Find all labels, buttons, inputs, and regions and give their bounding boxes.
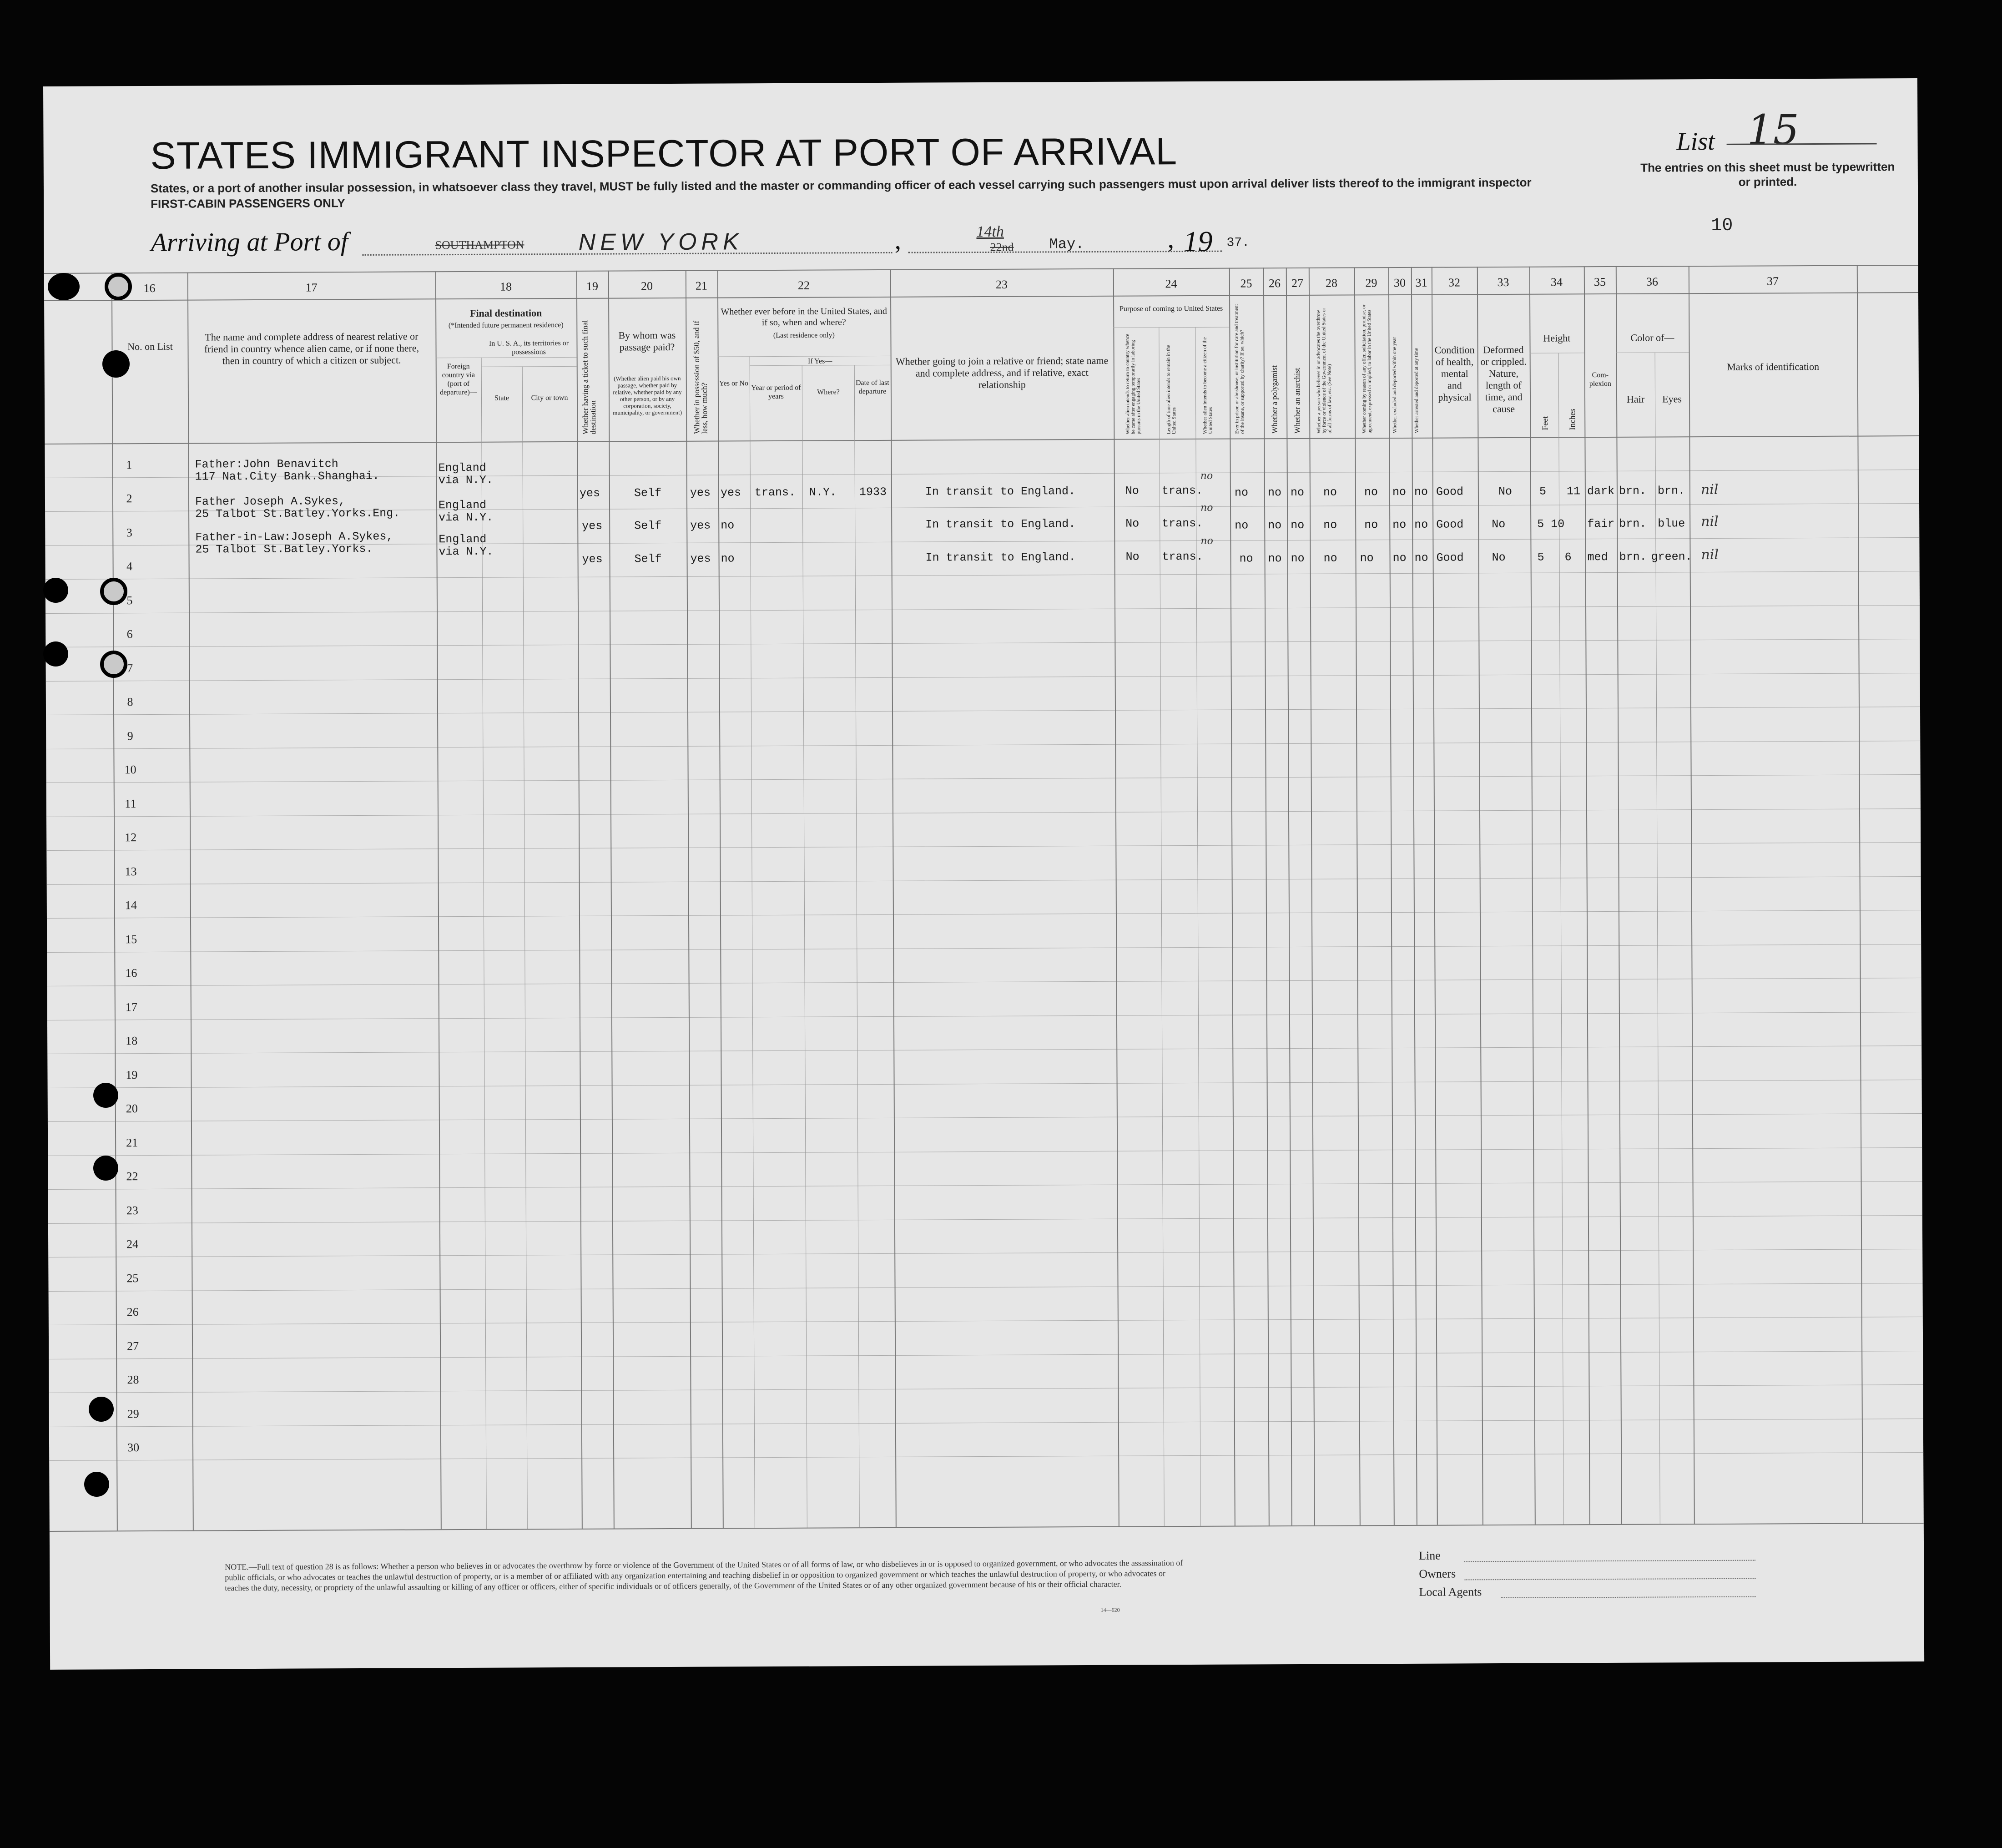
arrested: no <box>1414 551 1428 565</box>
row-number: 21 <box>126 1136 138 1150</box>
colnum-27: 27 <box>1291 276 1303 290</box>
col-line <box>717 270 724 1528</box>
colnum-17: 17 <box>305 281 318 294</box>
port-struck: SOUTHAMPTON <box>435 238 524 252</box>
row-rule <box>49 1384 1923 1393</box>
header-state: State <box>494 394 509 402</box>
row-rule <box>48 1215 1922 1224</box>
colnum-26: 26 <box>1268 277 1281 290</box>
colnum-24: 24 <box>1165 277 1177 291</box>
row-number: 15 <box>125 933 137 946</box>
row-number: 30 <box>127 1441 140 1454</box>
colnum-18: 18 <box>499 280 512 293</box>
row-rule <box>45 605 1920 614</box>
header-prison: Ever in prison or almshouse, or institution for care and treatment of the insane, or supported by charity? If so, which? <box>1234 304 1246 434</box>
row-rule <box>47 876 1921 885</box>
colnum-36: 36 <box>1646 275 1658 288</box>
header-marks: Marks of identification <box>1727 360 1820 373</box>
header-paid-by: By whom was passage paid? <box>618 329 676 353</box>
colnum-21: 21 <box>695 279 707 293</box>
before-in-us: no <box>721 519 735 532</box>
row-number: 1 <box>126 458 132 472</box>
row-number: 24 <box>126 1237 139 1251</box>
header-purpose-citizen: Whether alien intends to become a citizen of the United States <box>1202 337 1214 434</box>
punch-hole <box>84 1472 109 1497</box>
deformed: No <box>1492 550 1506 565</box>
header-departure: Date of last departure <box>855 379 889 396</box>
paid-by: Self <box>634 519 662 533</box>
row-rule <box>49 1317 1923 1325</box>
list-label: List <box>1676 127 1715 156</box>
header-polygamist: Whether a polygamist <box>1270 365 1279 434</box>
eyes: blue <box>1658 517 1685 530</box>
row-rule <box>46 842 1921 851</box>
header-offer: Whether coming by reason of any offer, solicitation, promise, or agreement, expressed or implied, to labor in the United States <box>1361 304 1373 434</box>
purpose-return: No <box>1125 550 1140 564</box>
header-deformed: Deformed or crippled. Nature, length of time, and cause <box>1480 343 1527 415</box>
row-number: 2 <box>126 492 132 505</box>
row-rule <box>49 1452 1923 1461</box>
colnum-20: 20 <box>640 279 653 293</box>
where: N.Y. <box>809 485 837 499</box>
country-line1: England <box>438 461 486 475</box>
polygamist: no <box>1267 486 1281 500</box>
header-arrested: Whether arrested and deported at any time <box>1413 348 1420 433</box>
row-number: 19 <box>126 1068 138 1082</box>
before-in-us: no <box>721 552 735 566</box>
complexion: med <box>1587 550 1608 564</box>
col-line <box>1263 268 1270 1525</box>
header-joining: Whether going to join a relative or friend; state name and complete address, and if relative, exact relationship <box>895 354 1109 391</box>
month-value: May. <box>1049 236 1084 253</box>
polygamist: no <box>1268 552 1282 566</box>
money: yes <box>690 552 711 566</box>
country-line1: England <box>439 532 487 546</box>
header-height: Height <box>1543 332 1571 344</box>
row-number: 29 <box>127 1407 139 1421</box>
paid-by: Self <box>634 486 661 500</box>
row-rule <box>48 1113 1922 1122</box>
row-number: 5 <box>126 594 133 607</box>
row-rule <box>47 944 1921 953</box>
header-complexion: Com-plexion <box>1589 371 1611 388</box>
row-number: 25 <box>126 1272 139 1285</box>
punch-hole <box>48 273 80 300</box>
header-hair: Hair <box>1626 393 1645 405</box>
list-number: 15 <box>1747 106 1800 154</box>
row-rule <box>48 1147 1922 1156</box>
col-line <box>1411 267 1420 1525</box>
col-line <box>1857 265 1863 1523</box>
before-in-us: yes <box>720 486 741 500</box>
ticket: yes <box>579 486 600 500</box>
form-subtitle: States, or a port of another insular possession, in whatsoever class they travel, MUST be fully listed and the master or commanding officer of each vessel carrying such passengers must upon arrival deliver lists thereof to the immigrant inspector <box>150 175 1532 195</box>
row-rule <box>49 1419 1923 1427</box>
row-number: 23 <box>126 1204 138 1217</box>
row-rule <box>46 741 1920 749</box>
prison: no <box>1235 519 1249 532</box>
class-line: FIRST-CABIN PASSENGERS ONLY <box>151 196 345 211</box>
arrested: no <box>1414 485 1428 499</box>
row-rule <box>48 1249 1922 1257</box>
header-health: Condition of health, mental and physical <box>1434 344 1475 403</box>
header-feet: Feet <box>1540 416 1550 430</box>
colnum-32: 32 <box>1448 276 1460 289</box>
arrested: no <box>1414 518 1428 531</box>
row-rule <box>47 910 1921 919</box>
punch-hole <box>100 578 127 605</box>
money: yes <box>690 486 711 500</box>
row-rule <box>48 1181 1922 1190</box>
polygamist: no <box>1268 519 1282 532</box>
header-yes-no: Yes or No <box>719 379 748 388</box>
colnum-23: 23 <box>995 278 1008 291</box>
header-no-on-list: No. on List <box>127 340 173 353</box>
overthrow: no <box>1323 551 1337 565</box>
excluded: no <box>1392 518 1407 532</box>
row-number: 12 <box>125 831 137 844</box>
col-line <box>802 365 807 1528</box>
list-underline <box>1727 143 1877 145</box>
punch-hole <box>43 641 68 666</box>
col-line <box>1229 268 1235 1526</box>
row-number: 13 <box>125 865 137 879</box>
prison: no <box>1234 486 1249 500</box>
form-title: STATES IMMIGRANT INSPECTOR AT PORT OF ARRIVAL <box>150 130 1178 177</box>
row-rule <box>45 571 1920 580</box>
country-line2: via N.Y. <box>438 473 493 487</box>
header-if-yes: If Yes— <box>807 357 832 365</box>
offer: no <box>1364 518 1378 532</box>
punch-hole <box>105 273 132 300</box>
row-rule <box>45 639 1920 647</box>
sub-rule <box>1113 327 1229 328</box>
colnum-31: 31 <box>1415 276 1427 289</box>
col-line <box>435 271 442 1529</box>
row-number: 3 <box>126 526 132 540</box>
offer: no <box>1360 551 1374 565</box>
row-rule <box>47 978 1921 986</box>
row-number: 20 <box>126 1102 138 1116</box>
colnum-28: 28 <box>1325 276 1337 290</box>
period: trans. <box>754 485 796 500</box>
departure: 1933 <box>859 485 887 499</box>
colnum-37: 37 <box>1766 274 1779 288</box>
agents-field[interactable] <box>1501 1596 1756 1598</box>
hair: brn. <box>1619 517 1647 530</box>
agents-label: Local Agents <box>1419 1585 1482 1599</box>
purpose-return: No <box>1125 484 1139 498</box>
relative-line2: 25 Talbot St.Batley.Yorks.Eng. <box>195 506 400 521</box>
header-foreign-country: Foreign country via (port of departure)— <box>440 362 477 397</box>
col-line <box>1584 266 1590 1524</box>
health: Good <box>1436 551 1464 565</box>
colnum-25: 25 <box>1240 277 1252 290</box>
overthrow: no <box>1323 485 1337 499</box>
header-color-of: Color of— <box>1630 332 1674 343</box>
table-top-border <box>44 265 1918 274</box>
row-rule <box>49 1351 1923 1359</box>
overthrow: no <box>1323 518 1337 532</box>
header-period: Year or period of years <box>751 384 801 401</box>
purpose-return: No <box>1125 517 1140 530</box>
header-last-residence: (Last residence only) <box>773 331 835 340</box>
header-inches: Inches <box>1568 409 1577 430</box>
colnum-33: 33 <box>1497 275 1509 289</box>
purpose-length: trans. <box>1162 550 1203 564</box>
header-purpose-length: Length of time alien intends to remain in the United States <box>1165 345 1177 434</box>
row-rule <box>46 673 1920 682</box>
header-purpose-return: Whether alien intends to return to country whence he came after engaging temporarily in laboring pursuits in the United States <box>1125 333 1142 434</box>
feet: 5 <box>1537 550 1544 564</box>
comma: , <box>894 225 902 255</box>
joining: In transit to England. <box>925 485 1076 499</box>
arriving-label: Arriving at Port of <box>151 227 348 257</box>
punch-hole <box>102 350 130 378</box>
prison: no <box>1239 552 1253 566</box>
anarchist: no <box>1291 551 1305 566</box>
header-city: City or town <box>531 394 568 402</box>
colnum-29: 29 <box>1365 276 1377 290</box>
col-line <box>187 273 194 1530</box>
anarchist: no <box>1290 485 1304 500</box>
header-bottom-border <box>45 435 1919 444</box>
col-line <box>522 366 528 1529</box>
col-line <box>608 271 615 1529</box>
punch-hole <box>93 1156 118 1181</box>
hair: brn. <box>1619 484 1646 498</box>
col-line <box>1477 267 1483 1525</box>
day-value: 14th <box>976 223 1004 241</box>
day-struck: 22nd <box>990 240 1014 254</box>
row-number: 11 <box>125 797 136 811</box>
country-line2: via N.Y. <box>439 510 494 525</box>
table-bottom-border <box>50 1523 1924 1532</box>
year-suffix: 37. <box>1226 236 1250 250</box>
col-line <box>1286 268 1292 1525</box>
comma: , <box>1167 224 1175 254</box>
col-line <box>1159 327 1164 1526</box>
punch-hole <box>93 1083 118 1108</box>
row-number: 22 <box>126 1170 138 1183</box>
paid-by: Self <box>634 552 662 566</box>
sub-rule <box>1616 352 1689 353</box>
deformed: No <box>1498 485 1512 499</box>
relative-line2: 25 Talbot St.Batley.Yorks. <box>195 542 373 556</box>
row-rule <box>47 1045 1921 1054</box>
colnum-30: 30 <box>1393 276 1406 290</box>
header-eyes: Eyes <box>1662 393 1682 405</box>
deformed: No <box>1492 517 1506 531</box>
page-number: 10 <box>1711 215 1733 237</box>
health: Good <box>1436 485 1463 499</box>
country-line2: via N.Y. <box>439 545 494 559</box>
col-line <box>1195 327 1200 1526</box>
row-number: 26 <box>126 1305 139 1319</box>
row-number: 14 <box>125 899 137 912</box>
footer-note: NOTE.—Full text of question 28 is as follows: Whether a person who believes in or advocates the overthrow by force or violence of the Government of the United States or of all forms of law, or who disbelieves in or is opposed to organized government, or who advocates the assassination of public officials, or who advocates or teaches the unlawful destruction of property, or is a member of or affiliated with any organization entertaining and teaching disbelief in or opposition to organized government or which teaches the unlawful destruction of property, or who advocates or teaches the duty, necessity, or propriety of the unlawful assaulting or killing of any officer or officers, either of specific individuals or of officers generally, of the Government of the United States or of any other organized government because of his or their official character. <box>225 1558 1183 1593</box>
header-overthrow: Whether a person who believes in or advocates the overthrow by force or violence of the Government of the United States or of all forms of law, etc. (See Note) <box>1316 308 1333 434</box>
joining: In transit to England. <box>925 517 1076 531</box>
owners-field[interactable] <box>1464 1578 1755 1580</box>
col-line <box>686 270 692 1528</box>
punch-hole <box>100 651 127 678</box>
form-code: 14—620 <box>1100 1606 1120 1613</box>
inches: 10 <box>1551 517 1565 531</box>
colnum-19: 19 <box>586 279 598 293</box>
col-line <box>1432 267 1438 1525</box>
col-line <box>750 356 755 1528</box>
offer: no <box>1364 485 1378 499</box>
punch-hole <box>89 1397 114 1422</box>
health: Good <box>1436 518 1464 531</box>
col-line <box>576 271 583 1529</box>
header-anarchist: Whether an anarchist <box>1292 368 1302 434</box>
feet: 5 <box>1537 517 1544 531</box>
col-line <box>1529 267 1536 1525</box>
purpose-citizen: no <box>1200 535 1213 547</box>
ticket: yes <box>582 519 603 533</box>
colnum-35: 35 <box>1594 275 1606 289</box>
row-rule <box>48 1080 1922 1088</box>
money: yes <box>690 519 711 532</box>
col-line <box>1616 266 1622 1524</box>
row-number: 27 <box>127 1339 139 1353</box>
manifest-sheet <box>43 78 1924 1670</box>
row-rule <box>49 1283 1923 1292</box>
header-purpose: Purpose of coming to United States <box>1120 304 1223 313</box>
col-line <box>1689 266 1695 1524</box>
relative-line1: Father:John Benavitch <box>195 457 338 471</box>
relative-line1: Father Joseph A.Sykes, <box>195 495 346 509</box>
purpose-citizen: no <box>1200 470 1213 482</box>
row-number: 7 <box>127 661 133 675</box>
row-number: 10 <box>124 763 136 777</box>
header-before-in-us: Whether ever before in the United States, and if so, when and where? <box>721 306 887 328</box>
col-line <box>1309 268 1315 1525</box>
punch-hole <box>43 578 68 603</box>
relative-line1: Father-in-Law:Joseph A.Sykes, <box>195 530 393 544</box>
col-line <box>854 365 860 1527</box>
purpose-length: trans. <box>1161 484 1203 498</box>
country-line1: England <box>438 498 487 512</box>
header-fifty-dollars: Whether in possession of $50, and if less, how much? <box>692 320 709 434</box>
col-line <box>1113 268 1120 1526</box>
header-relative: The name and complete address of nearest relative or friend in country whence alien came, or if none there, then in country of which a citizen or subject. <box>204 330 419 367</box>
colnum-16: 16 <box>143 281 156 295</box>
feet: 5 <box>1539 485 1546 498</box>
excluded: no <box>1392 551 1407 565</box>
owners-label: Owners <box>1419 1567 1456 1580</box>
line-field[interactable] <box>1464 1560 1755 1562</box>
header-final-destination: Final destination <box>469 307 542 319</box>
header-paid-by-note: (Whether alien paid his own passage, whether paid by relative, whether paid by any other person, or by any corporation, society, municipality, or government) <box>613 374 682 416</box>
excluded: no <box>1392 485 1406 499</box>
header-in-usa: In U. S. A., its territories or possessions <box>489 339 569 356</box>
row-number: 4 <box>126 560 133 573</box>
entries-note: The entries on this sheet must be typewritten or printed. <box>1640 160 1895 189</box>
header-final-destination-note: (*Intended future permanent residence) <box>448 321 564 330</box>
port-name: NEW YORK <box>578 228 743 256</box>
row-rule <box>47 1012 1921 1020</box>
marks: nil <box>1700 481 1719 498</box>
ticket: yes <box>582 552 603 566</box>
anarchist: no <box>1291 518 1305 532</box>
col-line <box>1354 267 1361 1525</box>
header-ticket: Whether having a ticket to such final destination <box>580 320 598 434</box>
purpose-length: trans. <box>1162 516 1203 530</box>
row-number: 18 <box>126 1034 138 1048</box>
colnum-34: 34 <box>1550 275 1563 289</box>
header-where: Where? <box>817 388 840 396</box>
row-rule <box>46 808 1921 817</box>
hair: brn. <box>1619 550 1647 564</box>
eyes: green. <box>1651 550 1692 564</box>
year-prefix: 19 <box>1183 225 1213 258</box>
row-number: 6 <box>126 627 133 641</box>
eyes: brn. <box>1657 484 1685 498</box>
row-number: 8 <box>127 695 133 709</box>
row-rule <box>46 774 1921 783</box>
line-label: Line <box>1419 1549 1441 1562</box>
purpose-citizen: no <box>1200 502 1213 514</box>
sub-rule <box>481 366 577 367</box>
complexion: dark <box>1587 484 1614 498</box>
inches: 11 <box>1566 485 1580 498</box>
row-number: 17 <box>125 1000 137 1014</box>
header-excluded: Whether excluded and deported within one year <box>1392 337 1398 434</box>
col-line <box>1388 267 1398 1525</box>
row-rule <box>46 707 1920 715</box>
sub-rule <box>436 357 577 358</box>
marks: nil <box>1701 513 1719 530</box>
row-lines <box>43 78 1917 86</box>
row-number: 28 <box>127 1373 139 1387</box>
relative-line2: 117 Nat.City Bank.Shanghai. <box>195 469 379 484</box>
marks: nil <box>1701 546 1719 563</box>
complexion: fair <box>1587 517 1615 531</box>
row-number: 16 <box>125 966 137 980</box>
inches: 6 <box>1564 550 1572 564</box>
joining: In transit to England. <box>925 550 1076 565</box>
colnum-22: 22 <box>797 278 810 292</box>
col-line <box>890 269 897 1527</box>
row-number: 9 <box>127 729 133 743</box>
